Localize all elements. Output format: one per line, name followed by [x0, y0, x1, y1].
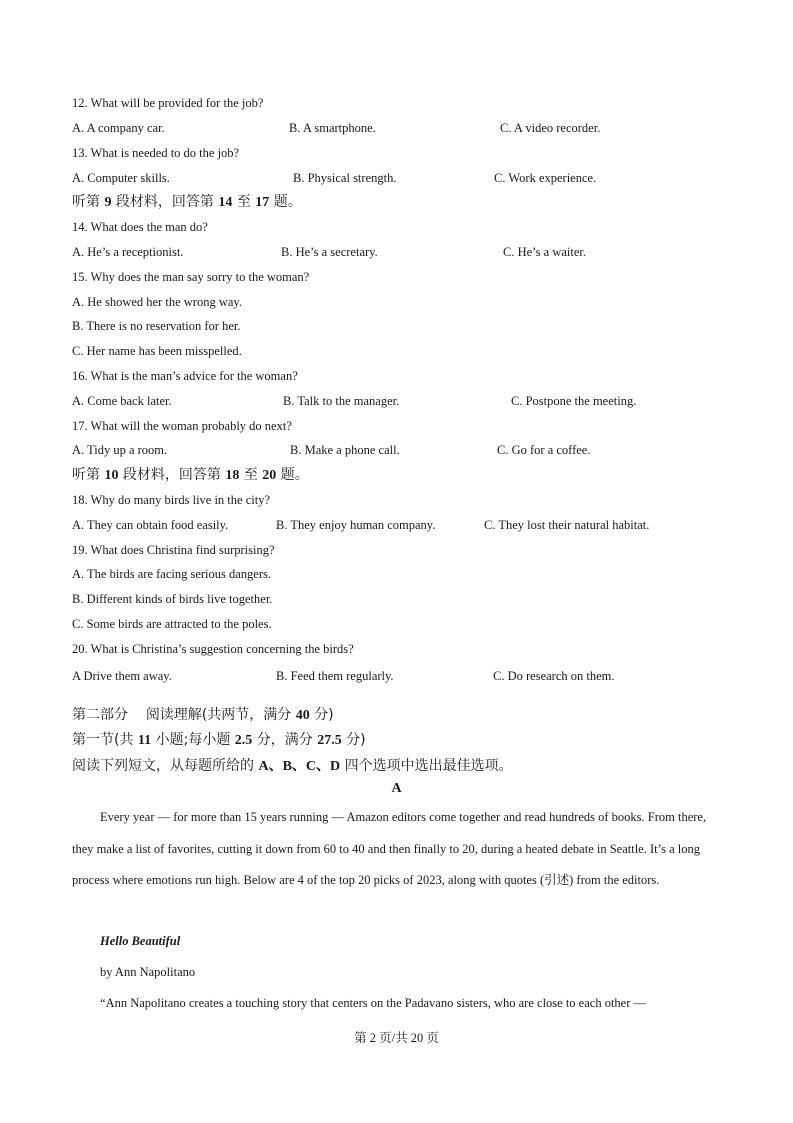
q12-option-a: A. A company car. [72, 121, 165, 135]
part-2-heading: 第二部分 阅读理解(共两节，满分 40 分) [72, 707, 334, 723]
q14-option-a: A. He’s a receptionist. [72, 245, 184, 259]
q20-option-b: B. Feed them regularly. [276, 669, 394, 683]
q12-option-c: C. A video recorder. [500, 121, 601, 135]
passage-title: A [391, 781, 402, 796]
q17-option-a: A. Tidy up a room. [72, 443, 168, 457]
q17-option-c: C. Go for a coffee. [497, 443, 591, 457]
section-9-heading: 听第 9 段材料，回答第 14 至 17 题。 [72, 194, 302, 210]
q15-option-a: A. He showed her the wrong way. [72, 295, 242, 309]
question-18-stem: 18. Why do many birds live in the city? [72, 493, 270, 507]
q20-option-c: C. Do research on them. [493, 669, 615, 683]
q14-option-b: B. He’s a secretary. [281, 245, 378, 259]
section-10-heading: 听第 10 段材料，回答第 18 至 20 题。 [72, 467, 309, 483]
q17-option-b: B. Make a phone call. [290, 443, 400, 457]
q20-option-a: A Drive them away. [72, 669, 172, 683]
q13-option-b: B. Physical strength. [293, 171, 397, 185]
editor-quote: “Ann Napolitano creates a touching story that centers on the Padavano sisters, who are close to each other — [100, 996, 647, 1010]
q16-option-a: A. Come back later. [72, 394, 172, 408]
q18-option-a: A. They can obtain food easily. [72, 518, 229, 532]
reading-instruction: 阅读下列短文，从每题所给的 A、B、C、D 四个选项中选出最佳选项。 [72, 758, 513, 774]
question-16-stem: 16. What is the man’s advice for the woman? [72, 369, 298, 383]
q19-option-a: A. The birds are facing serious dangers. [72, 567, 272, 581]
q16-option-c: C. Postpone the meeting. [511, 394, 637, 408]
question-17-stem: 17. What will the woman probably do next? [72, 419, 292, 433]
q19-option-c: C. Some birds are attracted to the poles. [72, 617, 272, 631]
question-20-stem: 20. What is Christina’s suggestion concerning the birds? [72, 642, 354, 656]
question-13-stem: 13. What is needed to do the job? [72, 146, 240, 160]
q14-option-c: C. He’s a waiter. [503, 245, 586, 259]
q15-option-c: C. Her name has been misspelled. [72, 344, 242, 358]
passage-paragraph-1: Every year — for more than 15 years running — Amazon editors come together and read hundreds of books. From there, they make a list of favorites, cutting it down from 60 to 40 and then finally to 20, during a heated debate in Seattle. It’s a long process where emotions run high. Below are 4 of the top 20 picks of 2023, along with quotes (引述) from the editors. [72, 810, 707, 887]
book-title: Hello Beautiful [100, 934, 181, 948]
question-12-stem: 12. What will be provided for the job? [72, 96, 264, 110]
question-14-stem: 14. What does the man do? [72, 220, 208, 234]
question-15-stem: 15. Why does the man say sorry to the woman? [72, 270, 310, 284]
q18-option-b: B. They enjoy human company. [276, 518, 436, 532]
q12-option-b: B. A smartphone. [289, 121, 376, 135]
q13-option-a: A. Computer skills. [72, 171, 170, 185]
page-footer: 第 2 页/共 20 页 [354, 1031, 439, 1045]
book-author: by Ann Napolitano [100, 965, 196, 979]
q19-option-b: B. Different kinds of birds live together. [72, 592, 273, 606]
q16-option-b: B. Talk to the manager. [283, 394, 400, 408]
q18-option-c: C. They lost their natural habitat. [484, 518, 650, 532]
q13-option-c: C. Work experience. [494, 171, 597, 185]
q15-option-b: B. There is no reservation for her. [72, 319, 241, 333]
section-1-heading: 第一节(共 11 小题;每小题 2.5 分，满分 27.5 分) [72, 732, 366, 748]
question-19-stem: 19. What does Christina find surprising? [72, 543, 275, 557]
